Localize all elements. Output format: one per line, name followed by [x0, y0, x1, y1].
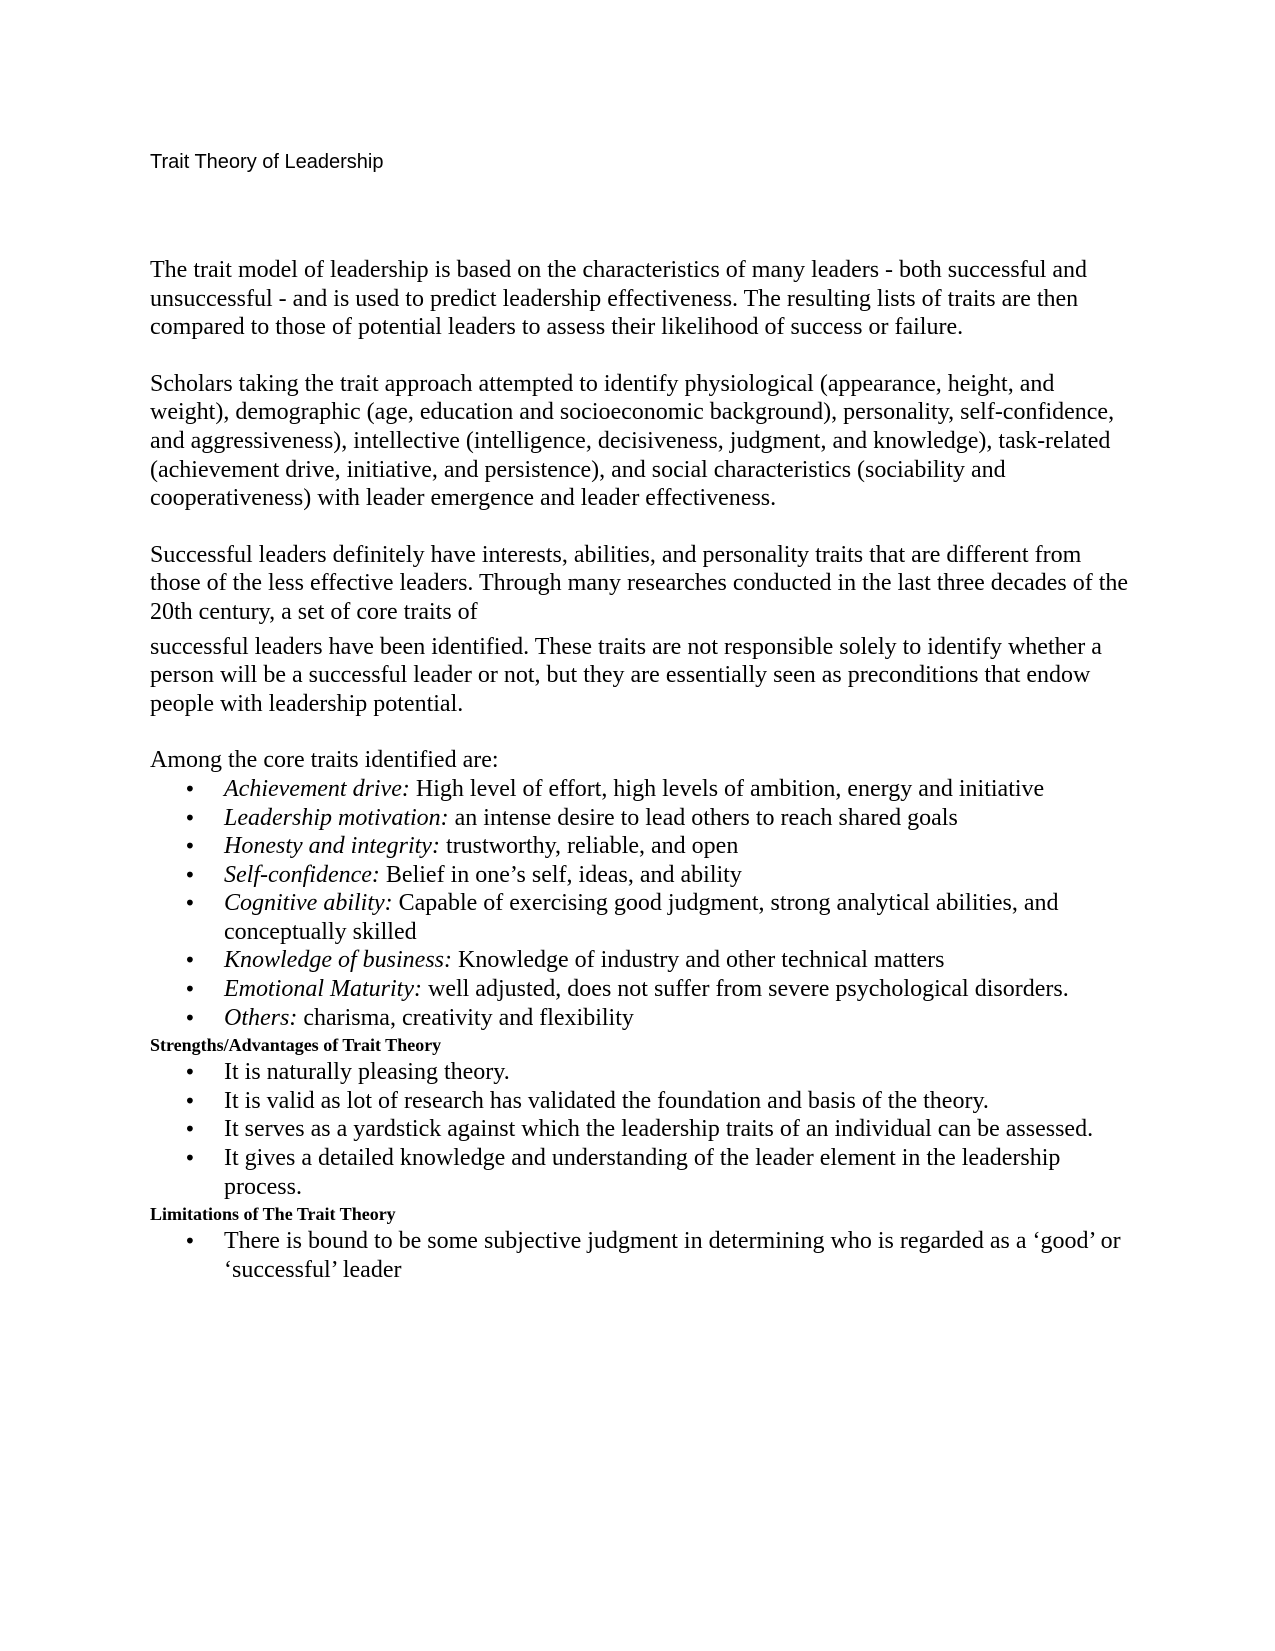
- list-item: • It serves as a yardstick against which the leadership traits of an individual can be assessed.: [150, 1115, 1130, 1144]
- limitations-heading: Limitations of The Trait Theory: [150, 1204, 396, 1225]
- trait-term: Achievement drive:: [224, 775, 410, 802]
- document-body: [150, 256, 1130, 1284]
- trait-description: Knowledge of industry and other technical matters: [452, 947, 945, 974]
- list-item: [150, 889, 1130, 946]
- trait-term: Honesty and integrity:: [224, 833, 440, 860]
- list-item: [150, 946, 1130, 975]
- list-item: [150, 1004, 1130, 1033]
- list-item: [150, 832, 1130, 861]
- trait-description: charisma, creativity and flexibility: [297, 1004, 634, 1031]
- paragraph-intro: The trait model of leadership is based on the characteristics of many leaders - both successful and unsuccessful - and is used to predict leadership effectiveness. The resulting lists of traits are then compared to those of potential leaders to assess their likelihood of success or failure.: [150, 257, 1088, 341]
- paragraph-core-traits-identified: successful leaders have been identified. These traits are not responsible solely to identify whether a person will be a successful leader or not, but they are essentially seen as preconditions that endow people with leadership potential.: [150, 633, 1102, 717]
- paragraph-scholars: Scholars taking the trait approach attempted to identify physiological (appearance, height, and weight), demographic (age, education and socioeconomic background), personality, self-confidence, and aggressiveness), intellective (intelligence, decisiveness, judgment, and knowledge), task-related (achievement drive, initiative, and persistence), and social characteristics (sociability and cooperativeness) with leader emergence and leader effectiveness.: [150, 370, 1115, 512]
- trait-description: trustworthy, reliable, and open: [439, 833, 739, 860]
- trait-description: High level of effort, high levels of ambition, energy and initiative: [409, 775, 1045, 802]
- list-item: [150, 775, 1130, 804]
- strengths-list: [150, 1058, 1130, 1201]
- list-item: • It gives a detailed knowledge and understanding of the leader element in the leadership process.: [150, 1144, 1130, 1201]
- trait-description: an intense desire to lead others to reach shared goals: [448, 804, 958, 831]
- document-title: Trait Theory of Leadership: [150, 151, 384, 173]
- strengths-heading: Strengths/Advantages of Trait Theory: [150, 1035, 442, 1056]
- list-item: [150, 861, 1130, 890]
- trait-term: Knowledge of business:: [224, 947, 452, 974]
- trait-term: Cognitive ability:: [224, 890, 393, 917]
- trait-description: Capable of exercising good judgment, strong analytical abilities, and conceptually skilled: [224, 890, 1059, 945]
- list-item: • There is bound to be some subjective judgment in determining who is regarded as a ‘good’ or ‘successful’ leader: [150, 1227, 1130, 1284]
- trait-description: Belief in one’s self, ideas, and ability: [379, 861, 742, 888]
- trait-term: Others:: [224, 1004, 298, 1031]
- paragraph-successful-leaders: Successful leaders definitely have interests, abilities, and personality traits that are different from those of the less effective leaders. Through many researches conducted in the last three decades of the 20th century, a set of core traits of: [150, 541, 1129, 625]
- list-item: [150, 975, 1130, 1004]
- paragraph-among-core-traits: Among the core traits identified are:: [150, 747, 499, 774]
- list-item: • It is valid as lot of research has validated the foundation and basis of the theory.: [150, 1087, 1130, 1116]
- trait-term: Emotional Maturity:: [224, 976, 422, 1003]
- list-item: [150, 804, 1130, 833]
- list-item: • It is naturally pleasing theory.: [150, 1058, 1130, 1087]
- trait-description: well adjusted, does not suffer from severe psychological disorders.: [421, 976, 1069, 1003]
- trait-term: Self-confidence:: [224, 861, 380, 888]
- trait-term: Leadership motivation:: [224, 804, 449, 831]
- limitations-list: [150, 1227, 1130, 1284]
- core-traits-list: [150, 775, 1130, 1032]
